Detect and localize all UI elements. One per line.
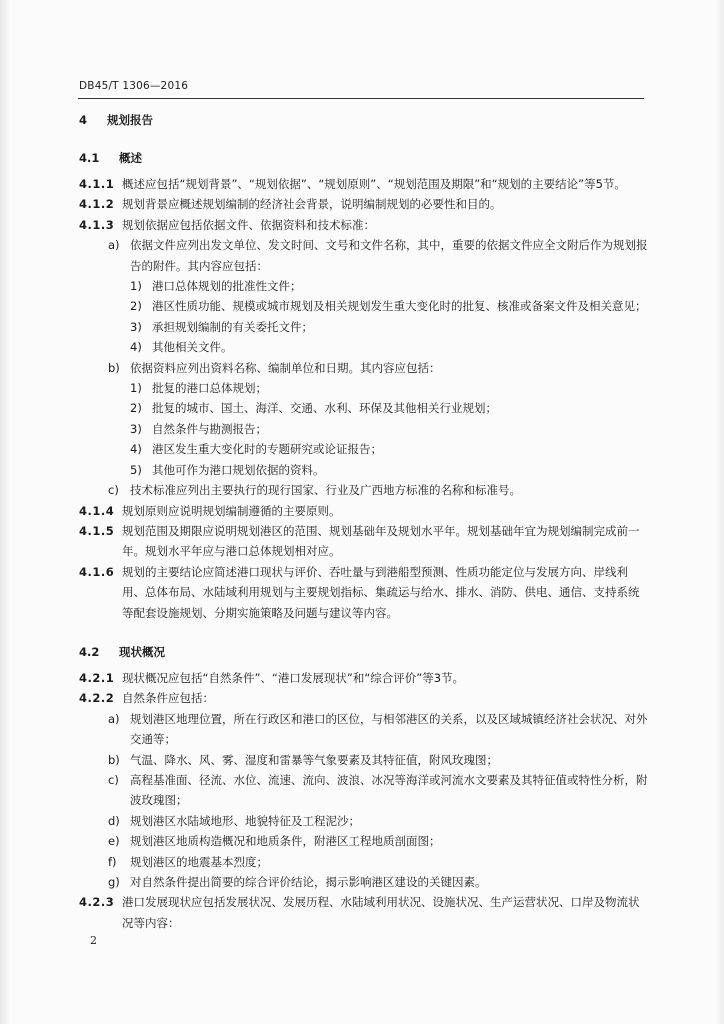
list-item: 5) 其他可作为港口规划依据的资料。 <box>130 462 325 477</box>
clause-4-1-1: 4.1.1 概述应包括“规划背景”、“规划依据”、“规划原则”、“规划范围及期限”和“规划的主要结论”等5节。 <box>79 177 626 191</box>
list-item: c) 高程基准面、径流、水位、流速、流向、波浪、冰况等海洋或河流水文要素及其特征值或特性分析，附波玫瑰图； <box>108 772 648 808</box>
clause-4-2-2: 4.2.2 自然条件应包括： <box>79 691 214 706</box>
list-natural-conditions <box>79 709 649 893</box>
list-item: 3) 承担规划编制的有关委托文件； <box>130 319 313 334</box>
list-item: 3) 自然条件与勘测报告； <box>130 421 267 436</box>
list-item: 2) 港区性质功能、规模或城市规划及相关规划发生重大变化时的批复、核准或备案文件及相关意见； <box>130 299 647 314</box>
list-item: 4) 其他相关文件。 <box>130 340 233 355</box>
scan-shadow-left <box>0 0 10 1024</box>
list-item-b: b) 依据资料应列出资料名称、编制单位和日期。其内容应包括： <box>108 360 441 375</box>
list-item: 1) 港口总体规划的批准性文件； <box>130 279 302 294</box>
list-item: f) 规划港区的地震基本烈度； <box>108 854 268 869</box>
clause-4-2-3: 4.2.3 港口发展现状应包括发展状况、发展历程、水陆域利用状况、设施状况、生产运营状况、口岸及物流状况等内容： <box>79 895 640 930</box>
sublist-b <box>79 378 649 480</box>
standard-code: DB45/T 1306—2016 <box>79 80 189 92</box>
clause-4-2-1: 4.2.1 现状概况应包括“自然条件”、“港口发展现状”和“综合评价”等3节。 <box>79 670 465 685</box>
header-rule <box>78 98 644 99</box>
scan-shadow-right <box>716 0 724 1024</box>
list-item: 2) 批复的城市、国土、海洋、交通、水利、环保及其他相关行业规划； <box>130 401 497 416</box>
clause-4-1-2: 4.1.2 规划背景应概述规划编制的经济社会背景，说明编制规划的必要性和目的。 <box>79 197 502 212</box>
section-heading-4-1: 4.1 概述 <box>79 151 142 165</box>
section-heading-4: 4 规划报告 <box>79 113 153 127</box>
list-item: b) 气温、降水、风、雾、湿度和雷暴等气象要素及其特征值，附风玫瑰图； <box>108 752 498 767</box>
list-item: e) 规划港区地质构造概况和地质条件，附港区工程地质剖面图； <box>108 834 441 849</box>
clause-4-1-3: 4.1.3 规划依据应包括依据文件、依据资料和技术标准： <box>79 217 375 232</box>
list-item: g) 对自然条件提出简要的综合评价结论，揭示影响港区建设的关键因素。 <box>108 875 487 889</box>
section-heading-4-2: 4.2 现状概况 <box>79 644 165 659</box>
list-item: 4) 港区发生重大变化时的专题研究或论证报告； <box>130 442 382 457</box>
sublist-a <box>79 276 649 358</box>
list-item: 1) 批复的港口总体规划； <box>130 381 267 396</box>
page-number: 2 <box>90 934 97 947</box>
list-item-a: a) 依据文件应列出发文单位、发文时间、文号和文件名称，其中，重要的依据文件应全文附后作为规划报告的附件。其内容应包括： <box>108 238 648 273</box>
list-item-c: c) 技术标准应列出主要执行的现行国家、行业及广西地方标准的名称和标准号。 <box>108 483 521 498</box>
document-body <box>79 109 649 933</box>
clause-4-1-4: 4.1.4 规划原则应说明规划编制遵循的主要原则。 <box>79 503 341 518</box>
clause-4-1-5: 4.1.5 规划范围及期限应说明规划港区的范围、规划基础年及规划水平年。规划基础年宜为规划编制完成前一年。规划水平年应与港口总体规划相对应。 <box>79 523 640 559</box>
list-item: d) 规划港区水陆域地形、地貌特征及工程泥沙； <box>108 813 360 828</box>
clause-4-1-6: 4.1.6 规划的主要结论应简述港口现状与评价、吞吐量与到港船型预测、性质功能定位与发展方向、岸线利用、总体布局、水陆域利用规划与主要规划指标、集疏运与给水、排水、消防、供电、通信、支持系统等配套设施规划、分期实施策略及问题与建议等内容。 <box>79 564 640 620</box>
list-item: a) 规划港区地理位置，所在行政区和港口的区位，与相邻港区的关系，以及区域城镇经济社会状况、对外交通等； <box>108 711 648 747</box>
